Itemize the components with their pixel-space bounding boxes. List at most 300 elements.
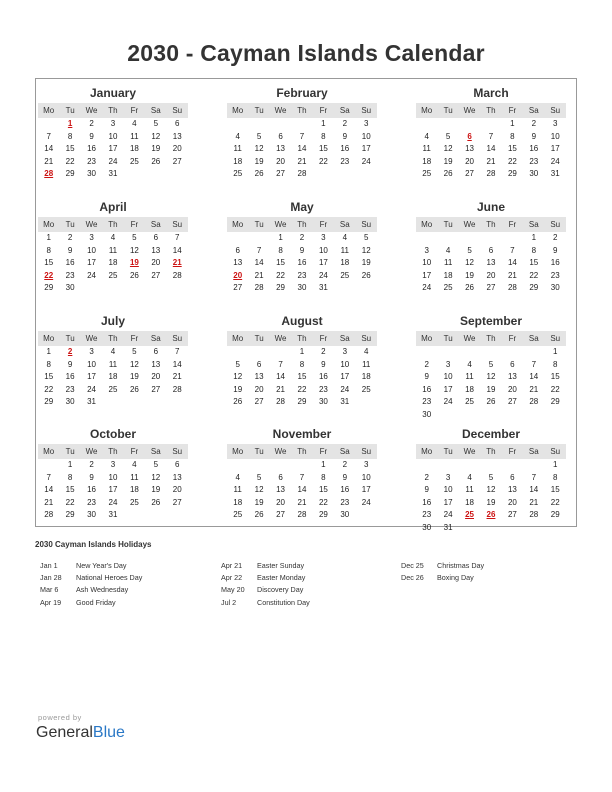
weekday-header: We bbox=[85, 106, 98, 115]
week-row bbox=[38, 346, 188, 359]
day-cell: 28 bbox=[529, 510, 539, 520]
weekday-header-row bbox=[38, 331, 188, 346]
day-cell: 22 bbox=[550, 497, 560, 507]
day-cell: 29 bbox=[44, 397, 54, 407]
day-cell: 5 bbox=[256, 472, 262, 482]
empty-day-cell bbox=[416, 459, 437, 472]
empty-day-cell bbox=[334, 168, 355, 181]
week-row bbox=[38, 359, 188, 372]
day-cell: 19 bbox=[151, 144, 161, 154]
empty-day-cell bbox=[227, 459, 248, 472]
day-cell: 18 bbox=[465, 497, 474, 507]
day-cell: 16 bbox=[87, 144, 96, 154]
day-cell: 26 bbox=[129, 270, 139, 280]
weekday-header-row bbox=[227, 331, 377, 346]
empty-day-cell bbox=[38, 459, 59, 472]
empty-day-cell bbox=[480, 118, 501, 131]
day-cell: 25 bbox=[233, 510, 243, 520]
holiday-entry bbox=[401, 572, 581, 584]
week-row bbox=[416, 509, 566, 522]
weekday-header: We bbox=[85, 220, 98, 229]
day-cell: 8 bbox=[531, 245, 537, 255]
day-cell: 13 bbox=[233, 258, 243, 268]
weekday-header: Fr bbox=[319, 220, 328, 229]
week-row bbox=[227, 371, 377, 384]
day-cell: 11 bbox=[443, 258, 453, 268]
week-row bbox=[416, 472, 566, 485]
day-cell: 14 bbox=[172, 245, 182, 255]
day-cell: 12 bbox=[254, 144, 264, 154]
day-cell: 7 bbox=[46, 131, 51, 141]
day-cell: 29 bbox=[550, 510, 560, 520]
week-row bbox=[416, 359, 566, 372]
day-cell: 25 bbox=[108, 384, 118, 394]
weekday-header-row bbox=[416, 103, 566, 118]
day-cell: 14 bbox=[297, 485, 307, 495]
month-name: February bbox=[276, 86, 328, 100]
day-cell: 27 bbox=[151, 384, 161, 394]
day-cell: 24 bbox=[361, 497, 371, 507]
empty-day-cell bbox=[545, 522, 566, 535]
empty-day-cell bbox=[248, 232, 269, 245]
holiday-name: New Year's Day bbox=[76, 561, 127, 570]
day-cell: 16 bbox=[65, 258, 75, 268]
day-cell: 27 bbox=[172, 156, 182, 166]
day-cell: 19 bbox=[486, 497, 496, 507]
month-march bbox=[416, 81, 566, 181]
day-cell: 17 bbox=[443, 497, 453, 507]
holiday-day-cell: 20 bbox=[233, 270, 243, 280]
day-cell: 15 bbox=[550, 485, 560, 495]
month-name: April bbox=[99, 200, 127, 214]
day-cell: 4 bbox=[445, 245, 451, 255]
empty-day-cell bbox=[145, 282, 166, 295]
weekday-header-row bbox=[38, 103, 188, 118]
month-name: March bbox=[473, 86, 509, 100]
day-cell: 14 bbox=[276, 372, 285, 382]
day-cell: 18 bbox=[233, 156, 243, 166]
weekday-header: Sa bbox=[528, 447, 539, 456]
day-cell: 30 bbox=[65, 397, 75, 407]
month-name: September bbox=[459, 314, 523, 328]
weekday-header: Mo bbox=[43, 220, 55, 229]
weekday-header: We bbox=[463, 334, 476, 343]
day-cell: 1 bbox=[553, 347, 558, 356]
weekday-header: We bbox=[85, 447, 98, 456]
week-row bbox=[38, 131, 188, 144]
month-may bbox=[227, 195, 377, 295]
day-cell: 15 bbox=[529, 258, 539, 268]
week-row bbox=[227, 396, 377, 409]
holiday-day-cell: 26 bbox=[486, 510, 496, 520]
holiday-entry bbox=[40, 572, 220, 584]
weekday-header: Th bbox=[108, 334, 118, 343]
day-cell: 17 bbox=[361, 485, 371, 495]
day-cell: 29 bbox=[550, 397, 560, 407]
holiday-column bbox=[40, 560, 220, 609]
empty-day-cell bbox=[124, 396, 145, 409]
day-cell: 29 bbox=[318, 510, 328, 520]
holiday-day-cell: 2 bbox=[67, 347, 73, 356]
day-cell: 23 bbox=[529, 156, 539, 166]
day-cell: 28 bbox=[254, 283, 264, 293]
empty-day-cell bbox=[437, 118, 458, 131]
holiday-date: Dec 25 bbox=[401, 561, 424, 570]
day-cell: 5 bbox=[445, 131, 451, 141]
weekday-header: Mo bbox=[232, 220, 244, 229]
weekday-header: Mo bbox=[421, 220, 433, 229]
day-cell: 23 bbox=[297, 270, 307, 280]
day-cell: 27 bbox=[276, 510, 285, 520]
holidays-title: 2030 Cayman Islands Holidays bbox=[35, 540, 152, 549]
day-cell: 1 bbox=[531, 233, 537, 242]
day-cell: 31 bbox=[108, 510, 118, 520]
day-cell: 27 bbox=[254, 397, 264, 407]
weekday-header: Tu bbox=[443, 220, 453, 229]
day-cell: 30 bbox=[422, 409, 432, 419]
weekday-header-row bbox=[416, 444, 566, 459]
day-cell: 16 bbox=[550, 258, 560, 268]
day-cell: 30 bbox=[529, 169, 539, 179]
empty-day-cell bbox=[124, 168, 145, 181]
day-cell: 5 bbox=[488, 359, 494, 369]
weekday-header: We bbox=[463, 220, 476, 229]
weekday-header: Fr bbox=[319, 447, 328, 456]
week-row bbox=[416, 282, 566, 295]
day-cell: 13 bbox=[507, 485, 517, 495]
empty-day-cell bbox=[227, 118, 248, 131]
weekday-header: Su bbox=[172, 106, 183, 115]
day-cell: 17 bbox=[422, 270, 432, 280]
empty-day-cell bbox=[81, 282, 102, 295]
day-cell: 16 bbox=[65, 372, 75, 382]
weekday-header-row bbox=[227, 217, 377, 232]
empty-day-cell bbox=[145, 168, 166, 181]
day-cell: 1 bbox=[67, 460, 73, 469]
week-row bbox=[416, 459, 566, 472]
day-cell: 14 bbox=[44, 485, 54, 495]
day-cell: 5 bbox=[364, 233, 369, 242]
week-row bbox=[416, 396, 566, 409]
day-cell: 9 bbox=[321, 359, 326, 369]
day-cell: 31 bbox=[550, 169, 560, 179]
brand-blue: Blue bbox=[92, 724, 125, 741]
empty-day-cell bbox=[248, 346, 269, 359]
day-cell: 24 bbox=[443, 397, 453, 407]
day-cell: 8 bbox=[67, 472, 73, 482]
week-row bbox=[416, 118, 566, 131]
holiday-name: Constitution Day bbox=[257, 597, 310, 607]
day-cell: 15 bbox=[65, 485, 75, 495]
empty-day-cell bbox=[502, 232, 523, 245]
weekday-header: Tu bbox=[254, 220, 264, 229]
day-cell: 9 bbox=[342, 472, 348, 482]
day-cell: 13 bbox=[151, 359, 161, 369]
day-cell: 10 bbox=[340, 359, 350, 369]
day-cell: 21 bbox=[44, 497, 54, 507]
day-cell: 27 bbox=[465, 169, 474, 179]
week-row bbox=[227, 384, 377, 397]
day-cell: 31 bbox=[108, 169, 118, 179]
empty-day-cell bbox=[167, 168, 188, 181]
day-cell: 18 bbox=[108, 372, 118, 382]
day-cell: 8 bbox=[46, 245, 51, 255]
day-cell: 13 bbox=[151, 245, 161, 255]
day-cell: 18 bbox=[340, 258, 350, 268]
day-cell: 18 bbox=[129, 485, 139, 495]
day-cell: 26 bbox=[361, 270, 371, 280]
day-cell: 26 bbox=[254, 510, 264, 520]
empty-day-cell bbox=[459, 522, 480, 535]
empty-day-cell bbox=[459, 118, 480, 131]
day-cell: 5 bbox=[153, 460, 159, 469]
day-cell: 12 bbox=[254, 485, 264, 495]
day-cell: 30 bbox=[87, 169, 96, 179]
weekday-header: Th bbox=[486, 334, 496, 343]
empty-day-cell bbox=[459, 459, 480, 472]
weekday-header: Tu bbox=[254, 447, 264, 456]
empty-day-cell bbox=[270, 459, 291, 472]
day-cell: 22 bbox=[550, 384, 560, 394]
day-cell: 26 bbox=[443, 169, 453, 179]
day-cell: 4 bbox=[110, 233, 116, 242]
day-cell: 24 bbox=[340, 384, 350, 394]
day-cell: 28 bbox=[297, 510, 307, 520]
day-cell: 16 bbox=[422, 384, 432, 394]
day-cell: 28 bbox=[297, 169, 307, 179]
brand-general: General bbox=[36, 724, 93, 741]
weekday-header: We bbox=[274, 106, 287, 115]
day-cell: 1 bbox=[553, 460, 558, 469]
empty-day-cell bbox=[459, 232, 480, 245]
day-cell: 21 bbox=[507, 270, 517, 280]
holiday-day-cell: 6 bbox=[467, 131, 472, 141]
holiday-entry bbox=[40, 560, 220, 572]
empty-day-cell bbox=[167, 282, 188, 295]
day-cell: 10 bbox=[87, 359, 96, 369]
day-cell: 16 bbox=[340, 144, 350, 154]
empty-day-cell bbox=[523, 409, 544, 422]
day-cell: 18 bbox=[422, 156, 432, 166]
day-cell: 14 bbox=[297, 144, 307, 154]
weekday-header: Sa bbox=[528, 106, 539, 115]
day-cell: 20 bbox=[507, 384, 517, 394]
day-cell: 5 bbox=[235, 359, 240, 369]
empty-day-cell bbox=[459, 346, 480, 359]
weekday-header: Th bbox=[486, 447, 496, 456]
day-cell: 24 bbox=[361, 156, 371, 166]
day-cell: 23 bbox=[87, 156, 96, 166]
day-cell: 19 bbox=[129, 372, 139, 382]
month-name: December bbox=[461, 427, 521, 441]
week-row bbox=[38, 459, 188, 472]
month-july bbox=[38, 309, 188, 409]
day-cell: 29 bbox=[65, 169, 75, 179]
day-cell: 4 bbox=[110, 347, 116, 356]
page-title: 2030 - Cayman Islands Calendar bbox=[127, 40, 485, 66]
holiday-date: Dec 26 bbox=[401, 573, 424, 583]
week-row bbox=[38, 472, 188, 485]
empty-day-cell bbox=[102, 396, 123, 409]
week-row bbox=[416, 270, 566, 283]
weekday-header: Su bbox=[550, 220, 561, 229]
weekday-header: Tu bbox=[65, 334, 75, 343]
day-cell: 14 bbox=[486, 144, 496, 154]
day-cell: 6 bbox=[510, 472, 515, 482]
day-cell: 8 bbox=[510, 131, 515, 141]
week-row bbox=[416, 522, 566, 535]
holiday-entry bbox=[221, 560, 401, 572]
day-cell: 27 bbox=[507, 510, 517, 520]
day-cell: 13 bbox=[172, 472, 182, 482]
weekday-header: Tu bbox=[254, 106, 264, 115]
day-cell: 29 bbox=[507, 169, 517, 179]
day-cell: 23 bbox=[422, 397, 432, 407]
day-cell: 20 bbox=[172, 144, 182, 154]
weekday-header: Su bbox=[550, 447, 561, 456]
week-row bbox=[38, 270, 188, 283]
day-cell: 27 bbox=[233, 283, 243, 293]
week-row bbox=[227, 459, 377, 472]
month-june bbox=[416, 195, 566, 295]
holiday-date: Jul 2 bbox=[221, 597, 237, 607]
day-cell: 6 bbox=[278, 131, 283, 141]
holiday-entry bbox=[221, 572, 401, 584]
empty-day-cell bbox=[270, 118, 291, 131]
day-cell: 2 bbox=[67, 233, 73, 242]
day-cell: 3 bbox=[553, 119, 558, 128]
day-cell: 9 bbox=[342, 131, 348, 141]
weekday-header: Th bbox=[297, 220, 307, 229]
day-cell: 28 bbox=[529, 397, 539, 407]
day-cell: 8 bbox=[46, 359, 51, 369]
day-cell: 8 bbox=[553, 472, 558, 482]
day-cell: 19 bbox=[361, 258, 371, 268]
weekday-header-row bbox=[227, 444, 377, 459]
day-cell: 6 bbox=[488, 245, 494, 255]
holiday-name: Boxing Day bbox=[437, 573, 474, 583]
week-row bbox=[227, 270, 377, 283]
empty-day-cell bbox=[124, 509, 145, 522]
day-cell: 17 bbox=[108, 485, 118, 495]
day-cell: 11 bbox=[422, 144, 431, 154]
day-cell: 29 bbox=[65, 510, 75, 520]
day-cell: 27 bbox=[276, 169, 285, 179]
day-cell: 21 bbox=[297, 497, 307, 507]
day-cell: 13 bbox=[172, 131, 182, 141]
empty-day-cell bbox=[480, 459, 501, 472]
weekday-header: Sa bbox=[528, 220, 539, 229]
day-cell: 8 bbox=[321, 131, 326, 141]
holiday-entry bbox=[221, 597, 401, 609]
day-cell: 11 bbox=[130, 131, 139, 141]
empty-day-cell bbox=[270, 346, 291, 359]
weekday-header: Th bbox=[297, 447, 307, 456]
holiday-column bbox=[221, 560, 401, 609]
day-cell: 6 bbox=[278, 472, 283, 482]
brand-logo[interactable] bbox=[36, 724, 125, 742]
day-cell: 6 bbox=[175, 119, 180, 128]
week-row bbox=[416, 257, 566, 270]
day-cell: 24 bbox=[108, 497, 118, 507]
day-cell: 4 bbox=[467, 359, 472, 369]
day-cell: 22 bbox=[65, 156, 75, 166]
day-cell: 30 bbox=[422, 522, 432, 532]
day-cell: 17 bbox=[108, 144, 118, 154]
weekday-header: Fr bbox=[319, 334, 328, 343]
day-cell: 16 bbox=[422, 497, 432, 507]
day-cell: 30 bbox=[87, 510, 96, 520]
week-row bbox=[416, 371, 566, 384]
day-cell: 19 bbox=[254, 497, 264, 507]
day-cell: 4 bbox=[132, 119, 137, 128]
month-november bbox=[227, 422, 377, 522]
day-cell: 28 bbox=[44, 510, 54, 520]
holiday-date: Apr 19 bbox=[40, 597, 62, 607]
day-cell: 11 bbox=[233, 485, 242, 495]
day-cell: 9 bbox=[424, 485, 429, 495]
day-cell: 6 bbox=[510, 359, 515, 369]
day-cell: 30 bbox=[297, 283, 307, 293]
day-cell: 7 bbox=[299, 472, 305, 482]
weekday-header: Mo bbox=[232, 334, 244, 343]
day-cell: 17 bbox=[318, 258, 328, 268]
weekday-header: Mo bbox=[232, 447, 244, 456]
weekday-header: Fr bbox=[319, 106, 328, 115]
day-cell: 10 bbox=[550, 131, 560, 141]
weekday-header-row bbox=[38, 217, 188, 232]
weekday-header: Su bbox=[361, 106, 372, 115]
week-row bbox=[227, 282, 377, 295]
day-cell: 7 bbox=[46, 472, 51, 482]
month-name: August bbox=[281, 314, 323, 328]
weekday-header: Su bbox=[172, 220, 183, 229]
day-cell: 14 bbox=[44, 144, 54, 154]
holiday-day-cell: 22 bbox=[44, 270, 54, 280]
day-cell: 2 bbox=[299, 233, 305, 242]
day-cell: 23 bbox=[340, 497, 350, 507]
day-cell: 20 bbox=[486, 270, 496, 280]
powered-by-label: powered by bbox=[38, 713, 82, 722]
day-cell: 3 bbox=[89, 233, 94, 242]
weekday-header: Su bbox=[550, 334, 561, 343]
weekday-header: Su bbox=[361, 447, 372, 456]
day-cell: 19 bbox=[254, 156, 264, 166]
month-name: January bbox=[89, 86, 137, 100]
day-cell: 12 bbox=[129, 359, 139, 369]
day-cell: 19 bbox=[233, 384, 243, 394]
holiday-day-cell: 25 bbox=[465, 510, 474, 520]
day-cell: 15 bbox=[44, 258, 54, 268]
day-cell: 21 bbox=[529, 384, 539, 394]
day-cell: 25 bbox=[108, 270, 118, 280]
weekday-header: Tu bbox=[443, 334, 453, 343]
weekday-header: Tu bbox=[65, 447, 75, 456]
empty-day-cell bbox=[248, 118, 269, 131]
month-december bbox=[416, 422, 566, 535]
empty-day-cell bbox=[502, 459, 523, 472]
week-row bbox=[38, 497, 188, 510]
day-cell: 3 bbox=[342, 347, 348, 356]
weekday-header: We bbox=[274, 447, 287, 456]
empty-day-cell bbox=[502, 409, 523, 422]
weekday-header: Tu bbox=[254, 334, 264, 343]
empty-day-cell bbox=[356, 168, 377, 181]
day-cell: 30 bbox=[550, 283, 560, 293]
weekday-header-row bbox=[38, 444, 188, 459]
weekday-header: Tu bbox=[65, 220, 75, 229]
week-row bbox=[38, 484, 188, 497]
